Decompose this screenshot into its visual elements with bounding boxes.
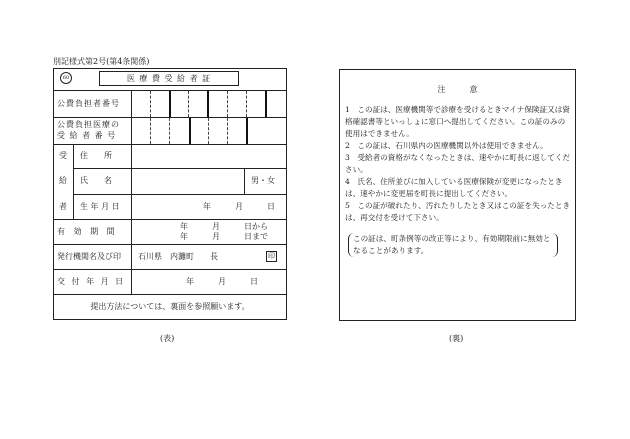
sex-options: 男・女 bbox=[251, 176, 275, 185]
row-line bbox=[53, 269, 287, 270]
form-number-note: 別記様式第2号(第4条関係) bbox=[53, 57, 150, 66]
notes-title: 注 意 bbox=[437, 85, 478, 94]
back-caption: (裏) bbox=[449, 334, 464, 343]
issue-date-label: 交 付 年 月 日 bbox=[57, 277, 126, 286]
note-item-4: 4 氏名、住所並びに加入している医療保険が変更になったときは、速やかに変更届を町長に提出してください。 bbox=[345, 177, 563, 198]
side-label-kyu: 給 bbox=[59, 176, 67, 185]
note-item-3: 3 受給者の資格がなくなったときは、速やかに町長に返してください。 bbox=[345, 153, 571, 174]
digit-divider bbox=[227, 91, 228, 117]
digit-divider bbox=[188, 91, 189, 117]
validity-from: 年 月 日から bbox=[180, 222, 268, 231]
note-item-2: 2 この証は、石川県内の医療機関以外は使用できません。 bbox=[345, 141, 548, 150]
front-caption: (表) bbox=[160, 334, 175, 343]
official-seal-mark: 印 bbox=[268, 252, 275, 260]
card-title: 医 療 費 受 給 者 証 bbox=[126, 74, 212, 83]
birth-label: 生 年 月 日 bbox=[80, 202, 120, 211]
digit-divider bbox=[227, 118, 228, 144]
row-line bbox=[73, 168, 287, 169]
digit-divider bbox=[265, 91, 267, 117]
recipient-number-label-2: 受 給 者 番 号 bbox=[57, 131, 117, 140]
row-line bbox=[53, 294, 287, 295]
note-item-5: 5 この証が破れたり、汚れたりしたとき又はこの証を失ったときは、再交付を受けて下さい。 bbox=[345, 201, 571, 222]
submission-footer: 提出方法については、裏面を参照願います。 bbox=[90, 302, 250, 311]
row-line bbox=[53, 219, 287, 220]
digit-divider bbox=[150, 118, 151, 144]
side-column-line bbox=[73, 144, 74, 219]
issuer-value: 石川県 内灘町 長 bbox=[138, 252, 218, 261]
row-line bbox=[73, 194, 287, 195]
burden-number-label: 公費負担者番号 bbox=[57, 99, 120, 108]
digit-divider bbox=[246, 118, 248, 144]
digit-divider bbox=[189, 118, 191, 144]
digit-divider bbox=[208, 118, 209, 144]
row-line bbox=[53, 117, 287, 118]
bracket-note-box bbox=[348, 233, 558, 257]
issue-date-value: 年 月 日 bbox=[186, 277, 258, 286]
row-line bbox=[53, 244, 287, 245]
digit-divider bbox=[150, 91, 151, 117]
address-label: 住 所 bbox=[80, 151, 112, 160]
row-line bbox=[53, 144, 287, 145]
recipient-number-label-1: 公費負担医療の bbox=[57, 120, 120, 129]
sex-column-line bbox=[244, 168, 245, 194]
name-label: 氏 名 bbox=[80, 176, 112, 185]
note-item-1: 1 この証は、医療機関等で診療を受けるときマイナ保険証又は資格確認書等といっしょに窓口へ提出してください。この証のみの使用はできません。 bbox=[345, 105, 570, 138]
notes-list bbox=[345, 104, 571, 224]
digit-divider bbox=[246, 91, 247, 117]
digit-divider bbox=[169, 118, 170, 144]
bracket-note: この証は、町条例等の改正等により、有効期限前に無効となることがあります。 bbox=[353, 234, 551, 255]
birth-date-value: 年 月 日 bbox=[203, 202, 275, 211]
validity-label: 有 効 期 間 bbox=[57, 227, 118, 236]
side-label-sha: 者 bbox=[59, 202, 67, 211]
side-label-ju: 受 bbox=[59, 151, 67, 160]
digit-divider bbox=[169, 91, 171, 117]
validity-to: 年 月 日まで bbox=[180, 232, 268, 241]
digit-divider bbox=[207, 91, 209, 117]
issuer-label: 発行機関名及び印 bbox=[57, 252, 121, 261]
program-number-mark: 60 bbox=[60, 72, 72, 84]
label-column-line bbox=[131, 90, 132, 294]
